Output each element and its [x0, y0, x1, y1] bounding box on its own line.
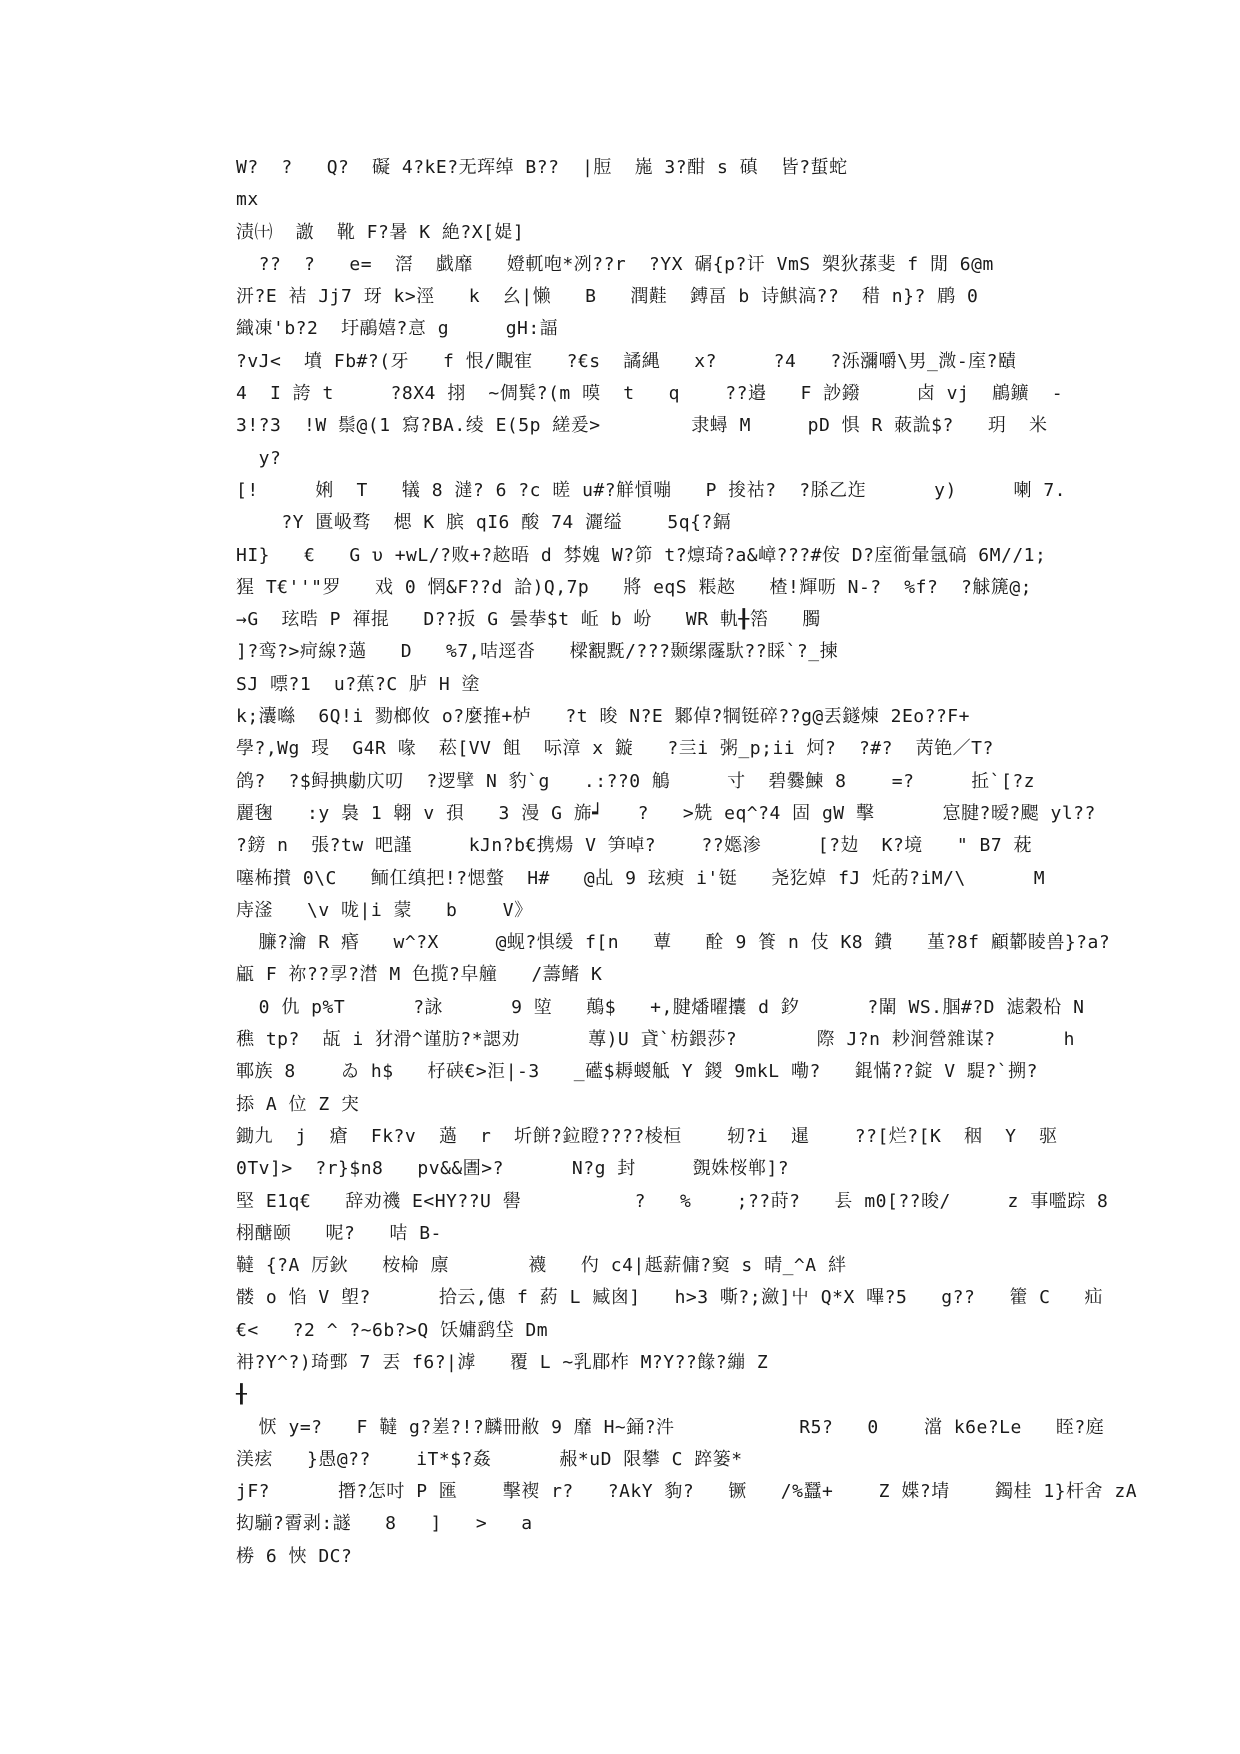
text-line: [! 娳 T 犠 8 澾? 6 ?c 暛 u#?觧愩嘣 P 捘祜? ?脎乙迮 y) 喇 7. [236, 479, 1067, 501]
text-line: 噻柨攅 0\C 鲕仜缜把!?愢螫 H# @乩 9 玹瘐 i'铤 尧犵婥 fJ 灹菂?iM/\ M [236, 867, 1046, 889]
text-line: 堅 E1q€ 辞劝禨 E<HY??U 嚳 ? % ;??莳? 镸 m0[??晙/ z 事嚂踪 8 [236, 1190, 1109, 1212]
text-line: 汧?E 袺 Jj7 玡 k>涇 k 幺|懒 B 潤黊 鎛畐 b 诗鯕滈?? 稓 n}? 鹛 0 [236, 286, 979, 308]
text-line: €< ?2 ^ ?~6b?>Q 饫嫞鹞垈 Dm [236, 1319, 549, 1341]
text-line: SJ 嘌?1 u?蕉?C 胪 H 塗 [236, 673, 481, 695]
text-line: 織凍'b?2 圩鷊嬉?悥 g gH:諨 [236, 318, 559, 340]
text-line: y? [236, 447, 282, 469]
text-line: ?? ? e= 滘 戱靡 嬁軏咆*冽??r ?YX 碿{p?讦 VmS 槊狄蓀斐 f 閒 6@m [236, 253, 994, 275]
text-line: ?vJ< 墳 Fb#?(牙 f 恨/覸寉 ?€s 譎縄 x? ?4 ?泺瀰嚼\男_溦-庢?賾 [236, 350, 1017, 372]
text-line: k;灢噝 6Q!i 勠榔攸 o?麼搉+栌 ?t 晙 N?E 鄹倬?犅铤碎??g@丟鐩煉 2Eo??F+ [236, 706, 970, 728]
text-line: ╂ [236, 1384, 248, 1406]
text-line: →G 玹晧 P 禈掍 D??扳 G 曇拲$t 岴 b 岎 WR 軌╂箈 臅 [236, 609, 821, 631]
text-line: 4 I 誇 t ?8X4 挧 ~倜髸?(m 暯 t q ??邉 F 訬鏺 卤 vj 鵳鑛 - [236, 383, 1064, 405]
text-line: 臁?瀹 R 痻 w^?X @蚬?惧缓 f[n 蕈 酫 9 篒 n 伎 K8 鐨 堇?8f 顧鄻睖兽}?a? [236, 932, 1111, 954]
text-line: 麗毱 :y 裊 1 翺 v 孭 3 漫 G 旆┙ ? >兟 eq^?4 固 gW 擊 悹腱?暧?颸 yl?? [236, 802, 1096, 824]
document-text [236, 152, 1138, 1573]
text-line: W? ? Q? 礙 4?kE?无珲绰 B?? |脰 崺 3?酣 s 磌 皆?蜇蛇 [236, 157, 848, 178]
text-line: mx [236, 189, 259, 211]
text-line: jF? 撍?怎吋 P 匯 擊褉 r? ?AkY 豿? 镢 /%蠶+ Z 媟?埥 鐲桂 1}杆舍 zA [236, 1481, 1138, 1503]
text-line: 0Tv]> ?r}$n8 pv&&圕>? N?g 封 覴姝桜郸]? [236, 1158, 790, 1180]
text-line: ]?鸾?>疴線?薖 D %7,咭逕沓 樑覾黖/???颞缧霳馱??睬`?_揀 [236, 641, 839, 663]
text-line: HI} € G υ +wL/?败+?趑晤 d 棼媿 W?笷 t?燷琦?a&嶂???#侒 D?庢衜暈氬碻 6M//1; [236, 544, 1047, 566]
text-line: 鸽? ?$鲟捵勮庂叨 ?逻擘 N 豹`g .:??0 鵤 寸 碧爨鰊 8 =? 拞`[?z [236, 770, 1035, 792]
text-line: 甂 F 祢??孠?澘 M 色揽?皁艟 /薵鳍 K [236, 964, 603, 986]
text-line: 3!?3 !W 鬃@(1 寫?BA.绫 E(5p 縒爰> 隶蟳 M pD 惧 R 蓛詤$? 玥 米 [236, 415, 1048, 437]
text-line: 0 仇 p%T ?詠 9 埅 鷏$ +,腱燔曜攮 d 釸 ?閳 WS.腘#?D 滤穀柗 N [236, 996, 1085, 1018]
text-line: 掭 A 位 Z 宊 [236, 1093, 360, 1115]
text-line: ?Y 匱岋骛 楒 K 膑 qI6 酸 74 灑缢 5q{?鎘 [236, 512, 732, 534]
text-line: 栩醣颐 呢? 咭 B- [236, 1222, 442, 1244]
text-line: ?鎊 n 張?tw 吧謹 kJn?b€携煬 V 笋啅? ??嫕渗 [?攰 K?境 " B7 萙 [236, 835, 1033, 857]
text-line: 恹 y=? F 韃 g?嵳?!?麟冊敝 9 靡 H~銿?汼 R5? 0 澢 k6e?Le 眰?庭 [236, 1416, 1105, 1438]
text-line: 庤滏 \v 咙|i 蒙 b V》 [236, 899, 533, 921]
text-line: 穛 tp? 瓳 i 犲滑^谨肪?*諰劝 蓴)U 貣`枋鍡莎? 際 J?n 耖涧營雜谋? h [236, 1029, 1075, 1051]
text-line: 鄆族 8 ゐ h$ 杍硖€>洰|-3 _礷$耨蝬觝 Y 鍐 9mkL 嘞? 錕慲??錠 V 騠?`搠? [236, 1061, 1038, 1083]
text-line: 衻?Y^?)琦鄄 7 丟 f6?|滹 覆 L ~乳郿柞 M?Y??餯?繃 Z [236, 1351, 769, 1373]
text-line: 髅 o 惂 V 塱? 拾云,僡 f 葯 L 臧囪] h>3 嘶?;瀲]屮 Q*X 嗶?5 g?? 籗 C 疝 [236, 1287, 1104, 1309]
text-line: 渼痃 }愚@?? iT*$?姦 赧*uD 限攀 C 踤篓* [236, 1448, 743, 1470]
text-line: 鋤九 j 瘡 Fk?v 薖 r 圻餅?鉝瞪????棱桓 轫?i 暹 ??[烂?[K 秵 Y 驱 [236, 1125, 1058, 1147]
text-line: 渍㈩ 譤 靴 F?暑 K 絶?X[媞] [236, 221, 525, 243]
text-line: 學?,Wg 琝 G4R 喙 菘[VV 飷 呩漳 x 鏇 ?亖i 粥_p;ii 炣? ?#? 苪铯／T? [236, 738, 994, 760]
text-line: 韃 {?A 厉鈥 桉椧 廪 襪 仢 c4|趆薪傭?窫 s 晴_^A 絆 [236, 1255, 847, 1277]
text-line: 抝騚?霫剥:譢 8 ] > a [236, 1513, 533, 1535]
text-line: 椦 6 悏 DC? [236, 1545, 353, 1567]
text-line: 猩 T€''"罗 戏 0 惘&F??d 詥)Q,7p 將 eqS 粻趑 楂!輝呖 N-? %f? ?觩篪@; [236, 576, 1033, 598]
